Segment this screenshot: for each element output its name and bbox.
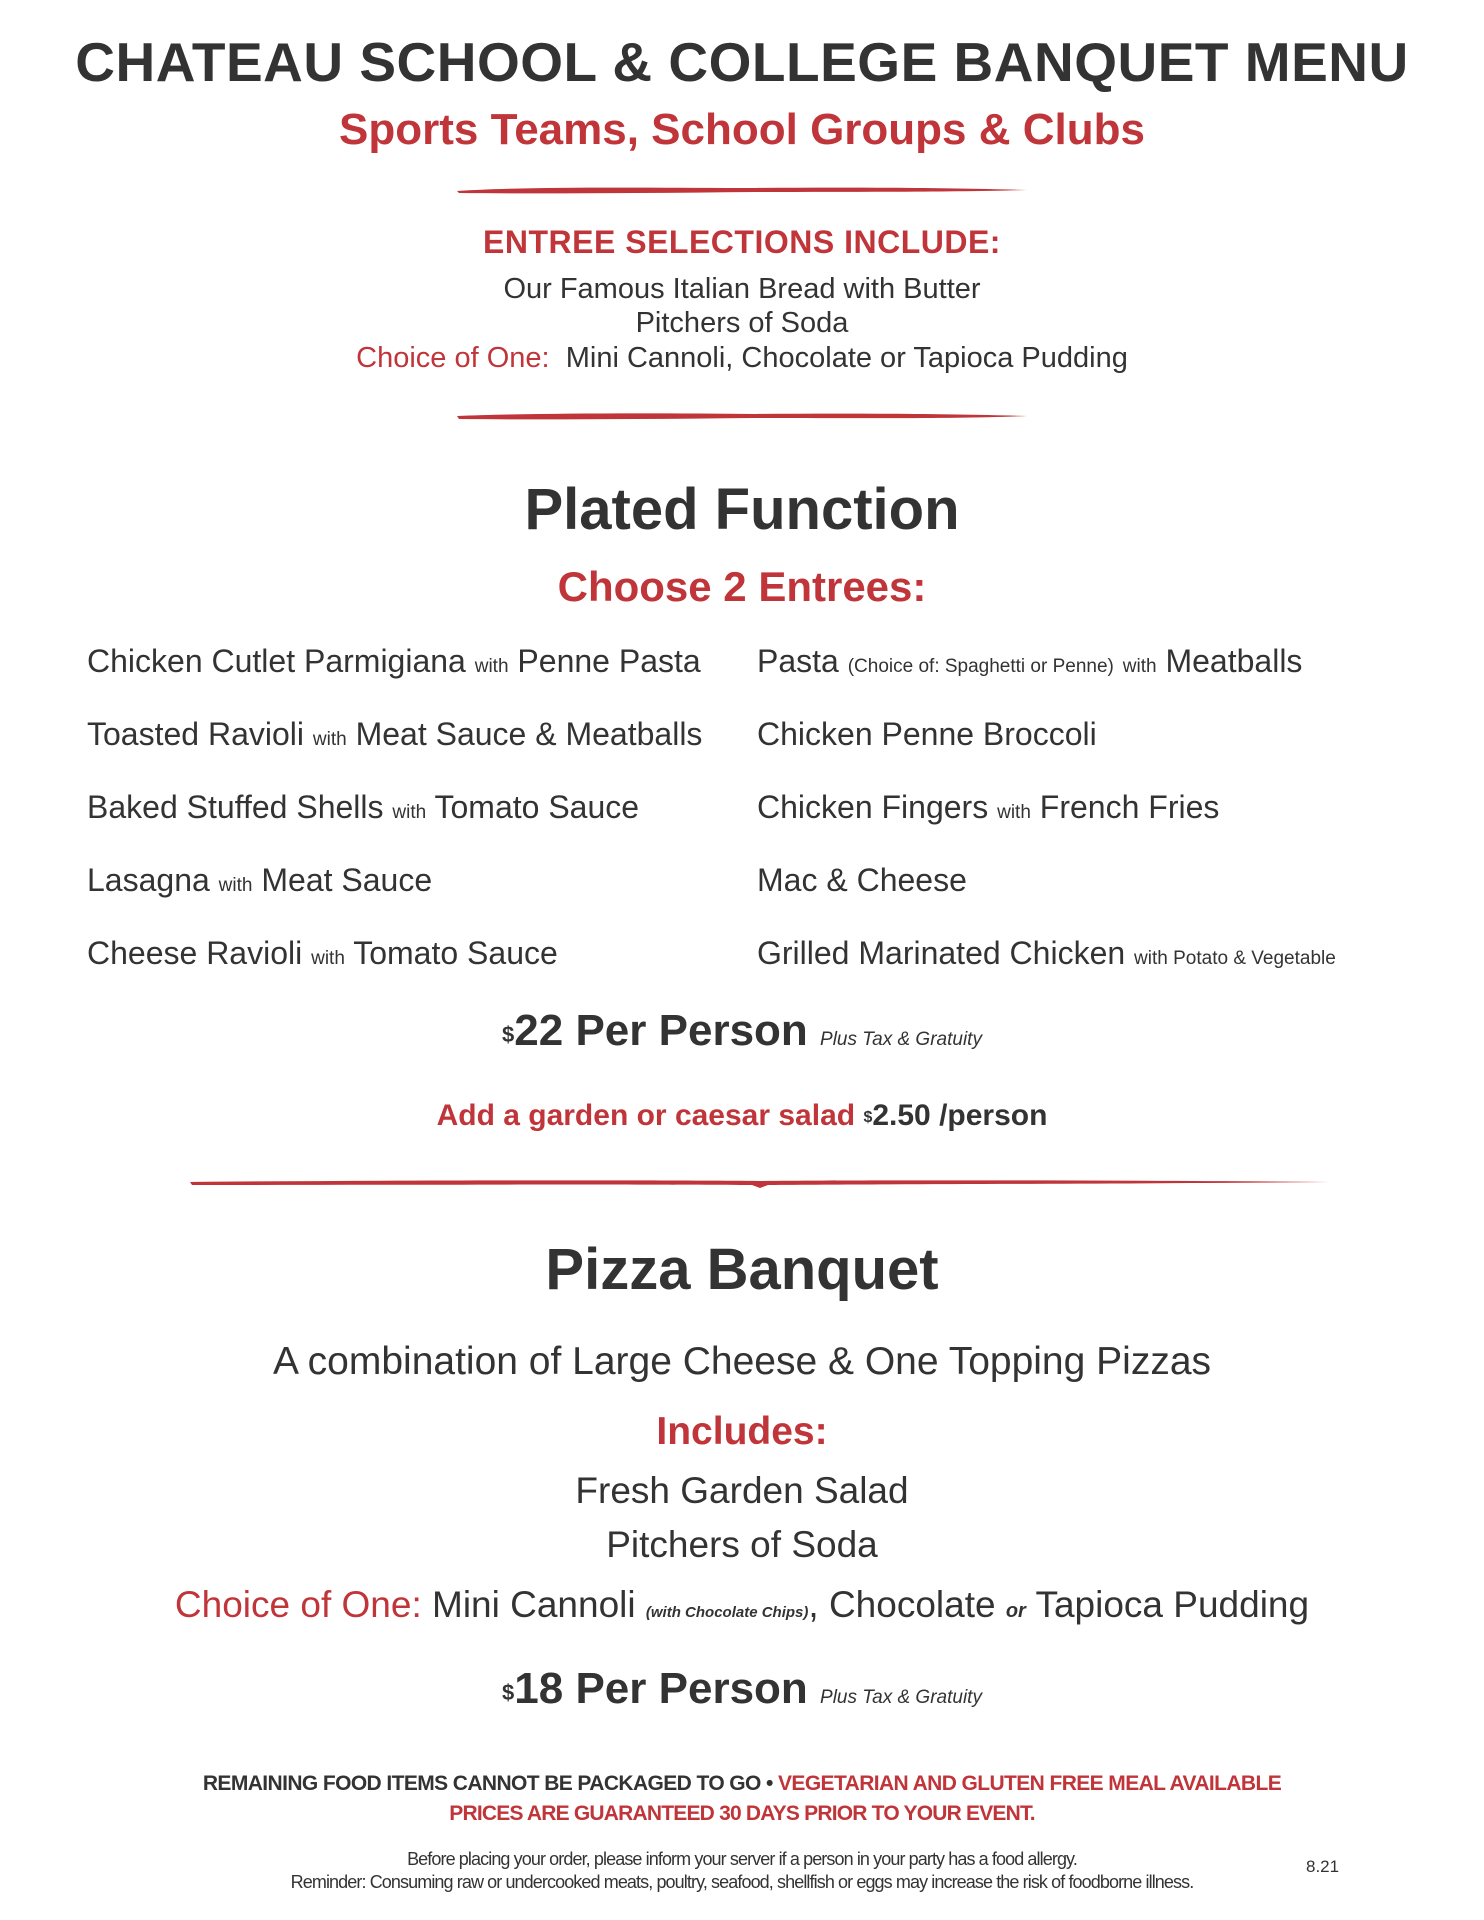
pizza-banquet-title: Pizza Banquet <box>545 1237 939 1302</box>
version-number: 8.21 <box>1306 1857 1340 1876</box>
choice-text: Mini Cannoli, Chocolate or Tapioca Pudding <box>565 342 1128 374</box>
entree-item: Chicken Cutlet Parmigiana with Penne Pasta <box>87 643 701 679</box>
pizza-includes-heading: Includes: <box>656 1410 828 1453</box>
entree-item: Chicken Penne Broccoli <box>757 716 1097 752</box>
entree-item: Grilled Marinated Chicken with Potato & Vegetable <box>757 935 1336 971</box>
footer-guarantee: PRICES ARE GUARANTEED 30 DAYS PRIOR TO YOUR EVENT. <box>449 1802 1035 1825</box>
plated-price: $22 Per Person Plus Tax & Gratuity <box>502 1006 982 1055</box>
pizza-price: $18 Per Person Plus Tax & Gratuity <box>502 1664 982 1713</box>
menu-subtitle: Sports Teams, School Groups & Clubs <box>339 105 1145 154</box>
pizza-dessert-choice: Choice of One: Mini Cannoli (with Chocolate Chips), Chocolate or Tapioca Pudding <box>174 1584 1310 1625</box>
entree-include-soda: Pitchers of Soda <box>635 307 849 339</box>
entree-item: Baked Stuffed Shells with Tomato Sauce <box>87 789 640 825</box>
salad-addon: Add a garden or caesar salad $2.50 /person <box>436 1099 1048 1132</box>
choose-entrees-heading: Choose 2 Entrees: <box>557 563 927 610</box>
divider-brush-stroke <box>188 1175 1333 1191</box>
pizza-include-salad: Fresh Garden Salad <box>575 1470 909 1511</box>
divider-brush-stroke <box>455 183 1030 197</box>
entree-includes-heading: ENTREE SELECTIONS INCLUDE: <box>483 224 1001 260</box>
plated-function-title: Plated Function <box>524 477 960 542</box>
pizza-description: A combination of Large Cheese & One Topping Pizzas <box>272 1340 1212 1383</box>
pizza-include-soda: Pitchers of Soda <box>606 1524 878 1565</box>
footer-notice: REMAINING FOOD ITEMS CANNOT BE PACKAGED TO GO • VEGETARIAN AND GLUTEN FREE MEAL AVAILABLE <box>202 1772 1282 1795</box>
entree-item: Cheese Ravioli with Tomato Sauce <box>87 935 558 971</box>
entree-include-dessert-choice <box>0 341 1484 375</box>
entree-item: Mac & Cheese <box>757 862 967 898</box>
entree-item: Pasta (Choice of: Spaghetti or Penne) with Meatballs <box>757 643 1303 679</box>
entree-item: Toasted Ravioli with Meat Sauce & Meatballs <box>87 716 703 752</box>
choice-label: Choice of One: <box>356 342 550 374</box>
divider-brush-stroke <box>455 409 1030 423</box>
entree-item: Chicken Fingers with French Fries <box>757 789 1220 825</box>
entree-include-bread: Our Famous Italian Bread with Butter <box>503 273 981 305</box>
entree-item: Lasagna with Meat Sauce <box>87 862 433 898</box>
menu-title: CHATEAU SCHOOL & COLLEGE BANQUET MENU <box>75 31 1409 93</box>
footer-reminder-note: Reminder: Consuming raw or undercooked meats, poultry, seafood, shellfish or eggs may increase the risk of foodborne illness. <box>290 1872 1194 1892</box>
footer-allergy-note: Before placing your order, please inform your server if a person in your party has a food allergy. <box>407 1849 1077 1869</box>
